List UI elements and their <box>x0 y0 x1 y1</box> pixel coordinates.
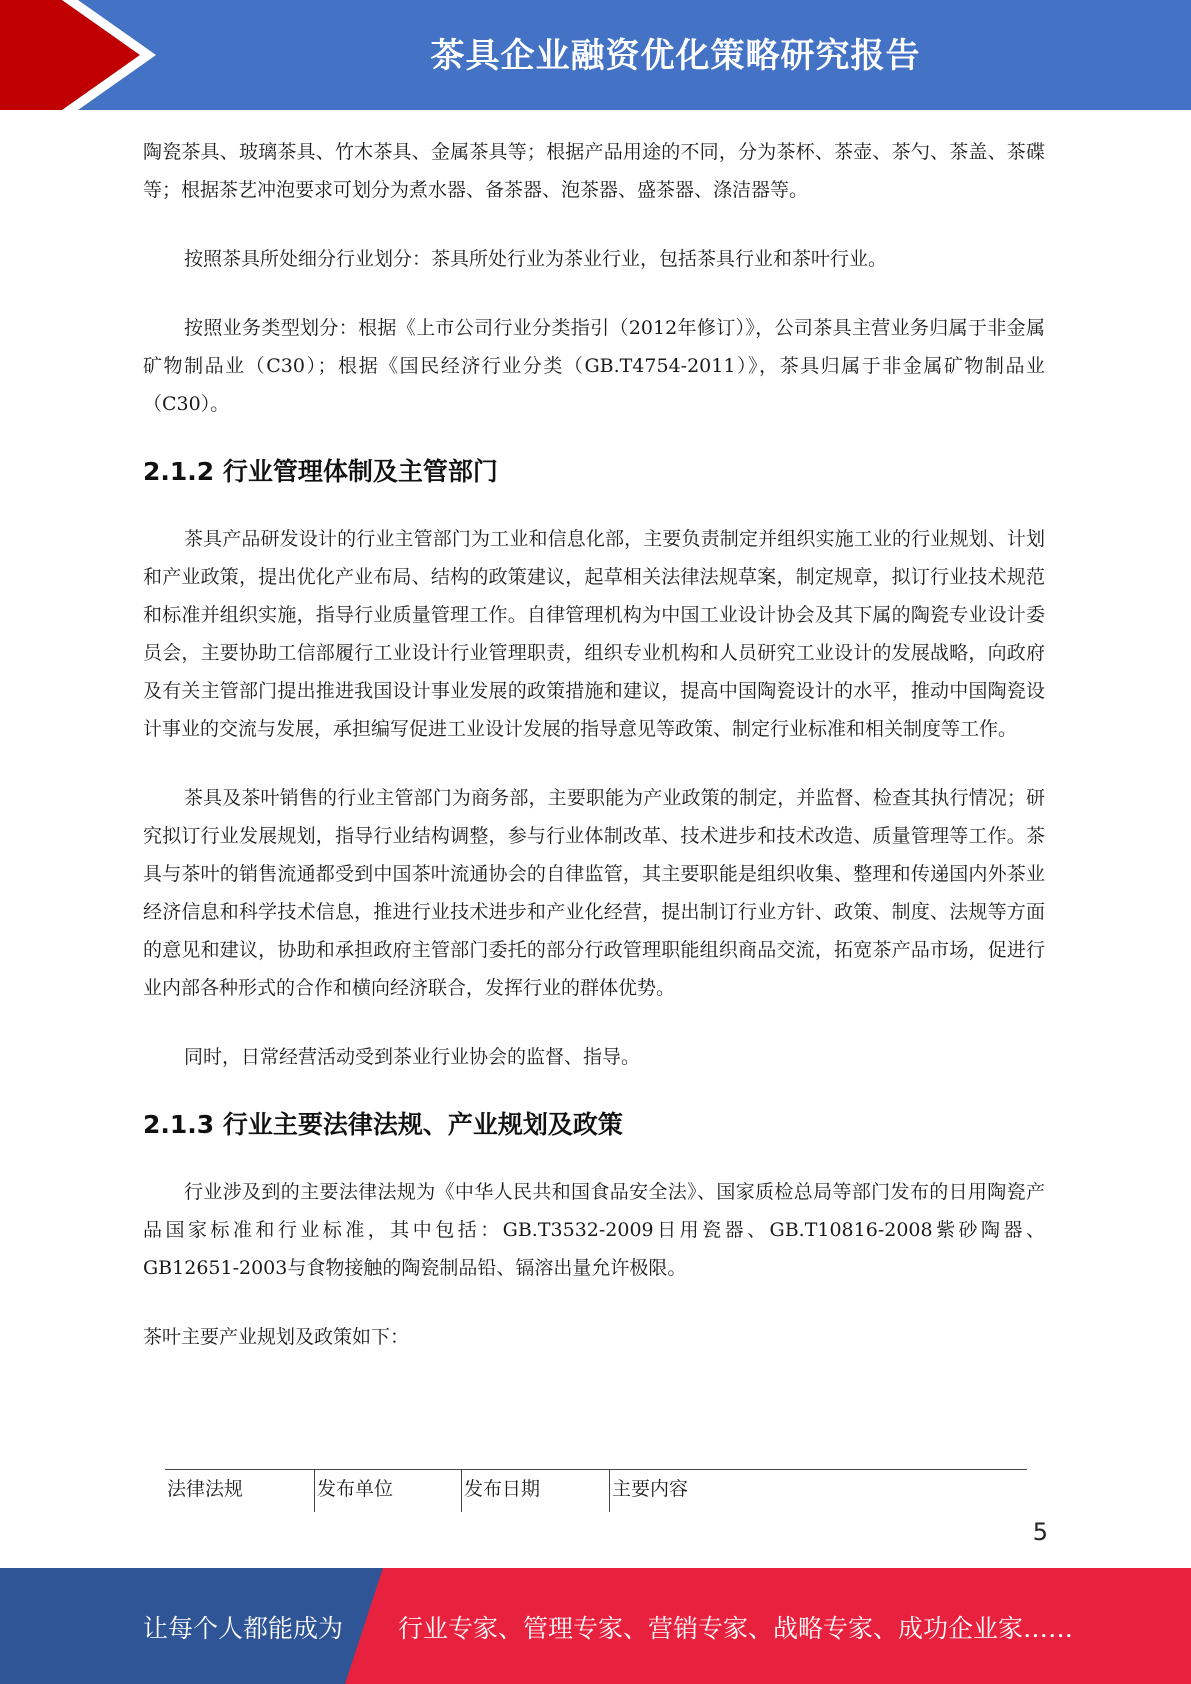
footer-slogan-left: 让每个人都能成为 <box>143 1614 344 1643</box>
section-heading: 2.1.3 行业主要法律法规、产业规划及政策 <box>143 1110 623 1139</box>
table-header-cell: 发布单位 <box>315 1470 462 1512</box>
page-number: 5 <box>1032 1518 1048 1546</box>
document-body <box>143 133 1045 1387</box>
policy-table <box>165 1469 1027 1512</box>
table-header-cell: 发布日期 <box>462 1470 610 1512</box>
paragraph: 按照茶具所处细分行业划分：茶具所处行业为茶业行业，包括茶具行业和茶叶行业。 <box>184 248 888 270</box>
chevron-decoration <box>0 0 160 110</box>
paragraph: 同时，日常经营活动受到茶业行业协会的监督、指导。 <box>184 1046 641 1068</box>
report-title: 茶具企业融资优化策略研究报告 <box>430 36 921 76</box>
page-header <box>0 0 1191 110</box>
table-header-row <box>165 1470 1027 1512</box>
paragraph: 茶具及茶叶销售的行业主管部门为商务部，主要职能为产业政策的制定，并监督、检查其执行情况；研究拟订行业发展规划，指导行业结构调整，参与行业体制改革、技术进步和技术改造、质量管理等工作。茶具与茶叶的销售流通都受到中国茶叶流通协会的自律监管，其主要职能是组织收集、整理和传递国内外茶业经济信息和科学技术信息，推进行业技术进步和产业化经营，提出制订行业方针、政策、制度、法规等方面的意见和建议，协助和承担政府主管部门委托的部分行政管理职能组织商品交流，拓宽茶产品市场，促进行业内部各种形式的合作和横向经济联合，发挥行业的群体优势。 <box>143 787 1045 999</box>
paragraph: 茶具产品研发设计的行业主管部门为工业和信息化部，主要负责制定并组织实施工业的行业规划、计划和产业政策，提出优化产业布局、结构的政策建议，起草相关法律法规草案，制定规章，拟订行业技术规范和标准并组织实施，指导行业质量管理工作。自律管理机构为中国工业设计协会及其下属的陶瓷专业设计委员会，主要协助工信部履行工业设计行业管理职责，组织专业机构和人员研究工业设计的发展战略，向政府及有关主管部门提出推进我国设计事业发展的政策措施和建议，提高中国陶瓷设计的水平，推动中国陶瓷设计事业的交流与发展，承担编写促进工业设计发展的指导意见等政策、制定行业标准和相关制度等工作。 <box>143 528 1045 740</box>
page-footer <box>0 1568 1191 1684</box>
paragraph: 茶叶主要产业规划及政策如下： <box>143 1326 410 1348</box>
footer-slogan-right: 行业专家、管理专家、营销专家、战略专家、成功企业家…… <box>398 1614 1074 1643</box>
paragraph: 陶瓷茶具、玻璃茶具、竹木茶具、金属茶具等；根据产品用途的不同，分为茶杯、茶壶、茶勺、茶盖、茶碟等；根据茶艺冲泡要求可划分为煮水器、备茶器、泡茶器、盛茶器、涤洁器等。 <box>143 141 1045 201</box>
table-header-cell: 法律法规 <box>165 1470 315 1512</box>
paragraph: 按照业务类型划分：根据《上市公司行业分类指引（2012年修订）》，公司茶具主营业务归属于非金属矿物制品业（C30）；根据《国民经济行业分类（GB.T4754-2011）》，茶具归属于非金属矿物制品业（C30）。 <box>143 317 1045 415</box>
section-heading: 2.1.2 行业管理体制及主管部门 <box>143 457 498 486</box>
table-header-cell: 主要内容 <box>612 1478 689 1500</box>
paragraph: 行业涉及到的主要法律法规为《中华人民共和国食品安全法》、国家质检总局等部门发布的日用陶瓷产品国家标准和行业标准，其中包括：GB.T3532-2009日用瓷器、GB.T10816-2008紫砂陶器、GB12651-2003与食物接触的陶瓷制品铅、镉溶出量允许极限。 <box>143 1181 1045 1279</box>
